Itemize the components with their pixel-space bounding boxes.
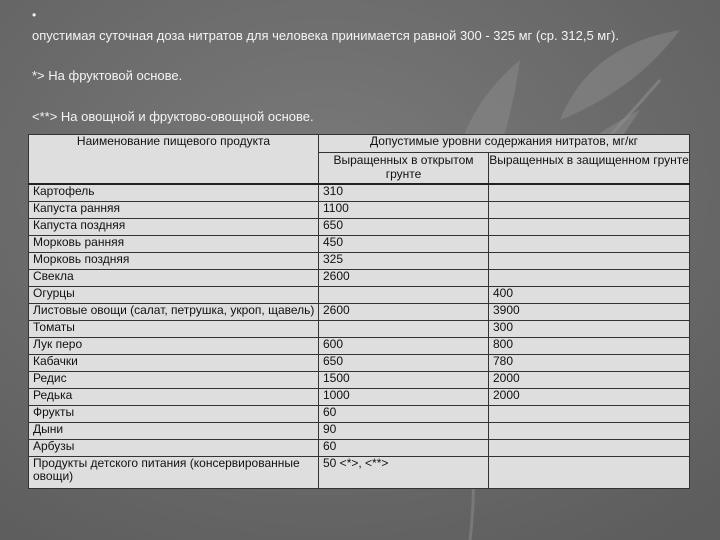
cell-closed [489,440,690,457]
table-row [29,304,690,321]
cell-closed: 2000 [489,389,690,406]
cell-closed [489,270,690,287]
table-row [29,236,690,253]
table-row [29,423,690,440]
cell-closed [489,457,690,489]
table-row [29,270,690,287]
cell-open: 650 [319,355,489,372]
cell-name: Арбузы [29,440,319,457]
cell-open: 2600 [319,304,489,321]
cell-closed: 400 [489,287,690,304]
cell-open: 600 [319,338,489,355]
cell-name: Лук перо [29,338,319,355]
cell-name: Морковь поздняя [29,253,319,270]
cell-name: Капуста ранняя [29,202,319,219]
cell-name: Редька [29,389,319,406]
cell-name: Дыни [29,423,319,440]
cell-closed: 300 [489,321,690,338]
cell-open [319,321,489,338]
cell-closed: 2000 [489,372,690,389]
cell-open: 450 [319,236,489,253]
note-daily-dose: опустимая суточная доза нитратов для человека принимается равной 300 - 325 мг (ср. 312,5 мг). [32,28,619,43]
cell-closed [489,423,690,440]
cell-open: 50 <*>, <**> [319,457,489,489]
cell-open: 60 [319,440,489,457]
cell-open: 650 [319,219,489,236]
cell-open: 60 [319,406,489,423]
cell-open: 1100 [319,202,489,219]
table-row [29,219,690,236]
table-row [29,440,690,457]
cell-name: Картофель [29,184,319,202]
table-row [29,457,690,489]
table-row [29,355,690,372]
header-open-ground: Выращенных в открытом грунте [319,153,489,185]
cell-closed [489,184,690,202]
cell-closed: 780 [489,355,690,372]
header-nitrate-levels: Допустимые уровни содержания нитратов, мг/кг [319,135,690,153]
cell-name: Кабачки [29,355,319,372]
cell-open: 1500 [319,372,489,389]
cell-name: Продукты детского питания (консервированные овощи) [29,457,319,489]
cell-open: 310 [319,184,489,202]
table-row [29,372,690,389]
header-greenhouse: Выращенных в защищенном грунте [489,153,690,185]
cell-closed: 3900 [489,304,690,321]
table-row [29,321,690,338]
cell-open: 325 [319,253,489,270]
cell-name: Томаты [29,321,319,338]
header-product-name: Наименование пищевого продукта [29,135,319,185]
cell-name: Свекла [29,270,319,287]
bullet-marker: • [32,8,37,22]
cell-closed [489,406,690,423]
table-row [29,389,690,406]
table-row [29,406,690,423]
cell-closed [489,253,690,270]
cell-open: 2600 [319,270,489,287]
cell-closed [489,236,690,253]
table-row [29,287,690,304]
cell-name: Редис [29,372,319,389]
cell-name: Капуста поздняя [29,219,319,236]
cell-closed [489,219,690,236]
note-fruit-base: *> На фруктовой основе. [32,68,183,83]
note-vegetable-base: <**> На овощной и фруктово-овощной основе. [32,109,314,124]
table-body [29,184,690,489]
cell-open: 1000 [319,389,489,406]
table-row [29,338,690,355]
cell-open: 90 [319,423,489,440]
table-row [29,202,690,219]
nitrate-limits-table [28,134,690,489]
table-row [29,184,690,202]
cell-closed [489,202,690,219]
cell-closed: 800 [489,338,690,355]
table-row [29,253,690,270]
cell-name: Морковь ранняя [29,236,319,253]
cell-name: Фрукты [29,406,319,423]
cell-name: Огурцы [29,287,319,304]
cell-name: Листовые овощи (салат, петрушка, укроп, щавель) [29,304,319,321]
cell-open [319,287,489,304]
